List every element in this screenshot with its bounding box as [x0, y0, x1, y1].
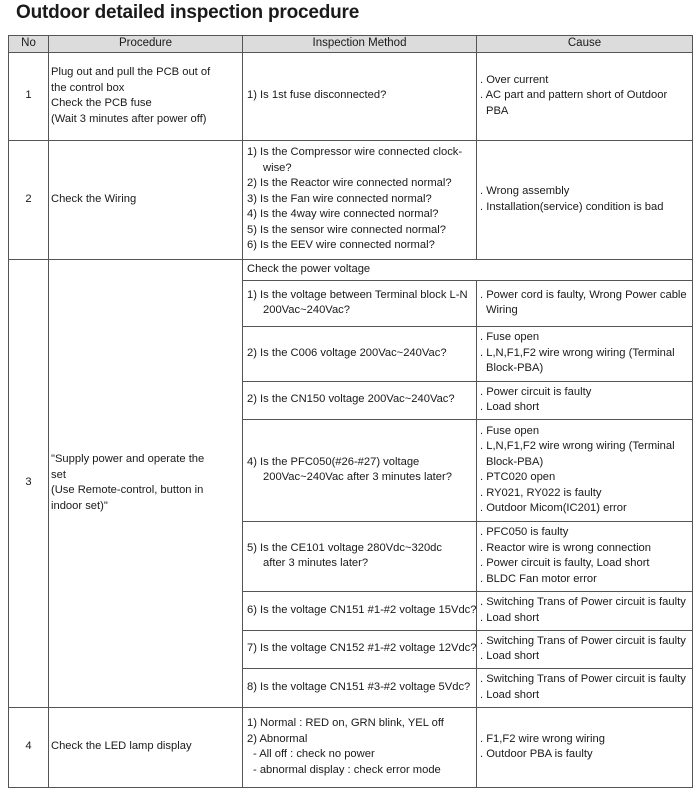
cause-line: . Power cord is faulty, Wrong Power cable — [480, 288, 687, 301]
method-cell — [243, 591, 477, 630]
cause-line: . PFC050 is faulty — [480, 526, 569, 538]
cause-line: . PTC020 open — [480, 471, 556, 483]
cause-cell — [477, 52, 693, 140]
cause-line: . Installation(service) condition is bad — [480, 200, 664, 213]
procedure-line: Check the Wiring — [51, 192, 137, 205]
inspection-table — [8, 35, 693, 788]
method-line: 7) Is the voltage CN152 #1-#2 voltage 12Vdc? — [247, 642, 477, 655]
cause-line: . Outdoor PBA is faulty — [480, 748, 593, 760]
row-number: 1 — [9, 52, 49, 140]
method-cell — [243, 280, 477, 326]
cause-cell — [477, 630, 693, 668]
cause-cell — [477, 668, 693, 707]
procedure-cell — [49, 707, 243, 787]
cause-cell — [477, 140, 693, 259]
cause-line: . Load short — [480, 611, 540, 624]
cause-line: . Load short — [480, 401, 540, 413]
method-line: 4) Is the PFC050(#26-#27) voltage — [247, 455, 420, 468]
method-cell — [243, 381, 477, 419]
cause-line: . Wrong assembly — [480, 185, 570, 197]
procedure-cell — [49, 140, 243, 259]
cause-line: . Power circuit is faulty — [480, 385, 592, 398]
procedure-line: set — [51, 468, 66, 481]
method-line: 5) Is the CE101 voltage 280Vdc~320dc — [247, 541, 442, 554]
cause-line: Block-PBA) — [486, 362, 544, 375]
cause-line: . RY021, RY022 is faulty — [480, 486, 602, 499]
procedure-line: Check the PCB fuse — [51, 97, 152, 109]
cause-line: . Switching Trans of Power circuit is faulty — [480, 634, 686, 647]
method-line: 1) Normal : RED on, GRN blink, YEL off — [247, 717, 444, 729]
procedure-line: indoor set)" — [51, 499, 108, 512]
cause-line: . L,N,F1,F2 wire wrong wiring (Terminal — [480, 346, 675, 359]
cause-line: . Over current — [480, 73, 549, 86]
method-line: - abnormal display : check error mode — [253, 763, 441, 776]
cause-cell — [477, 521, 693, 591]
cause-line: . Load short — [480, 688, 540, 701]
cause-line: PBA — [486, 104, 509, 117]
method-cell — [243, 630, 477, 668]
header-row — [9, 36, 693, 53]
cause-line: . Fuse open — [480, 424, 540, 437]
procedure-line: Plug out and pull the PCB out of — [51, 66, 211, 78]
table-row — [9, 140, 693, 259]
cause-line: . Power circuit is faulty, Load short — [480, 557, 650, 569]
cause-cell — [477, 419, 693, 521]
method-line: 6) Is the EEV wire connected normal? — [247, 239, 435, 252]
cause-line: . Switching Trans of Power circuit is faulty — [480, 673, 686, 685]
row-number: 4 — [9, 707, 49, 787]
method-line: 2) Is the C006 voltage 200Vac~240Vac? — [247, 346, 447, 359]
method-cell — [243, 419, 477, 521]
method-line: 3) Is the Fan wire connected normal? — [247, 192, 432, 205]
cause-cell — [477, 280, 693, 326]
method-line: 5) Is the sensor wire connected normal? — [247, 223, 446, 236]
method-cell — [243, 326, 477, 381]
cause-line: . F1,F2 wire wrong wiring — [480, 732, 605, 745]
method-line: 8) Is the voltage CN151 #3-#2 voltage 5Vdc? — [247, 680, 471, 693]
method-line: 4) Is the 4way wire connected normal? — [247, 208, 439, 221]
page-title: Outdoor detailed inspection procedure — [16, 2, 360, 23]
cause-line: Wiring — [486, 304, 518, 316]
method-line: - All off : check no power — [253, 748, 375, 760]
cause-line: . L,N,F1,F2 wire wrong wiring (Terminal — [480, 440, 675, 452]
procedure-line: (Wait 3 minutes after power off) — [51, 112, 207, 125]
method-line: 2) Is the CN150 voltage 200Vac~240Vac? — [247, 393, 455, 406]
cause-line: . Switching Trans of Power circuit is faulty — [480, 596, 686, 608]
method-line: 6) Is the voltage CN151 #1-#2 voltage 15Vdc? — [247, 603, 477, 616]
header-cause: Cause — [477, 36, 693, 53]
cause-line: . Fuse open — [480, 331, 540, 344]
cause-line: . Outdoor Micom(IC201) error — [480, 502, 627, 514]
cause-cell — [477, 326, 693, 381]
method-line: 200Vac~240Vac? — [263, 304, 350, 316]
method-line: wise? — [263, 161, 292, 174]
method-line: 1) Is the voltage between Terminal block L-N — [247, 288, 468, 301]
method-cell — [243, 52, 477, 140]
procedure-cell — [49, 259, 243, 707]
cause-line: . Reactor wire is wrong connection — [480, 541, 651, 554]
cause-line: Block-PBA) — [486, 455, 544, 468]
cause-line: . AC part and pattern short of Outdoor — [480, 89, 668, 102]
procedure-line: the control box — [51, 81, 125, 94]
method-line: 2) Is the Reactor wire connected normal? — [247, 177, 452, 190]
cause-cell — [477, 381, 693, 419]
method-line: after 3 minutes later? — [263, 557, 369, 569]
subheader-cell: Check the power voltage — [243, 259, 693, 280]
method-line: 2) Abnormal — [247, 732, 308, 745]
table-row — [9, 707, 693, 787]
cause-line: . Load short — [480, 650, 540, 662]
procedure-cell — [49, 52, 243, 140]
row-number: 3 — [9, 259, 49, 707]
row-number: 2 — [9, 140, 49, 259]
method-cell — [243, 707, 477, 787]
table-row — [9, 52, 693, 140]
table-row — [9, 259, 693, 280]
cause-line: . BLDC Fan motor error — [480, 572, 597, 585]
header-no: No — [9, 36, 49, 53]
cause-cell — [477, 707, 693, 787]
cause-cell — [477, 591, 693, 630]
procedure-line: (Use Remote-control, button in — [51, 484, 204, 496]
method-line: 200Vac~240Vac after 3 minutes later? — [263, 471, 452, 483]
procedure-line: Check the LED lamp display — [51, 740, 192, 753]
header-procedure: Procedure — [49, 36, 243, 53]
method-cell — [243, 140, 477, 259]
method-cell — [243, 521, 477, 591]
method-line: 1) Is 1st fuse disconnected? — [247, 89, 387, 102]
method-line: 1) Is the Compressor wire connected clock- — [247, 146, 463, 159]
header-method: Inspection Method — [243, 36, 477, 53]
procedure-line: "Supply power and operate the — [51, 453, 205, 465]
method-cell — [243, 668, 477, 707]
